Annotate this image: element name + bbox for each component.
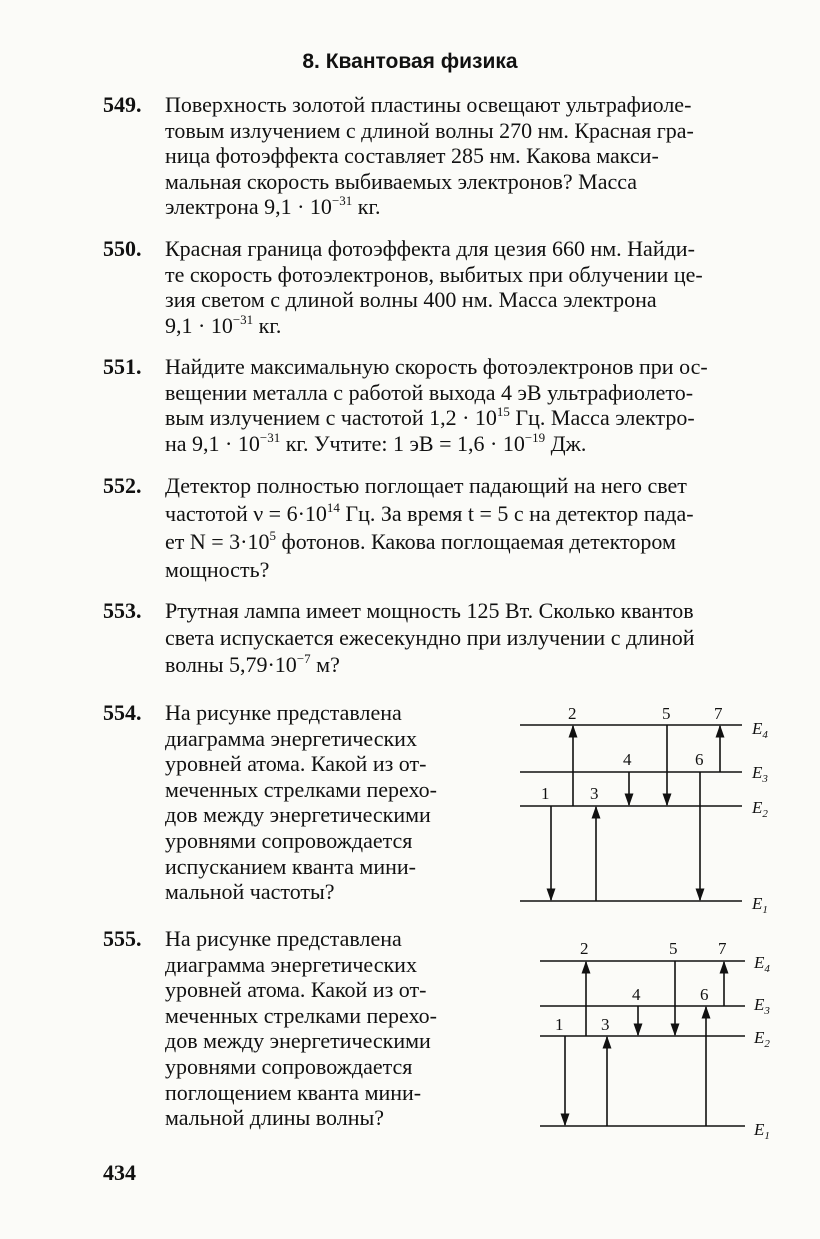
arrow-label-7: 7 (718, 939, 727, 958)
level-letter: E (754, 1028, 765, 1047)
arrow-label-3: 3 (601, 1015, 610, 1034)
page-number: 434 (103, 1160, 136, 1185)
level-label-e4 (753, 953, 770, 975)
text-line: испусканием кванта мини- (165, 853, 416, 879)
text-line: мощность? (165, 557, 270, 582)
problem-number: 555. (103, 926, 142, 951)
level-subscript: 4 (762, 729, 768, 741)
text-line: На рисунке представлена (165, 926, 402, 951)
text-segment: вым излучением с частотой 1,2 · 10 (165, 405, 497, 431)
arrow-label-1: 1 (555, 1015, 564, 1034)
text-segment: фотонов. Какова поглощаемая детектором (276, 529, 676, 554)
text-line (165, 500, 820, 528)
exponent: 5 (269, 528, 276, 543)
level-letter: E (754, 953, 765, 972)
level-label-e2 (753, 1028, 770, 1050)
problem-text (165, 926, 485, 1131)
level-label-e2 (751, 798, 768, 820)
problem-number: 550. (103, 236, 142, 261)
text-segment: Гц. Масса электро- (509, 405, 695, 431)
exponent: 15 (496, 404, 510, 420)
text-line (165, 528, 820, 556)
text-line: Найдите максимальную скорость фотоэлектронов при ос- (165, 354, 708, 379)
level-label-e1 (751, 894, 768, 916)
text-segment: 9,1 · 10 (165, 312, 233, 338)
text-line: уровнями сопровождается (165, 1053, 413, 1079)
arrow-label-1: 1 (541, 784, 550, 803)
problem-number: 554. (103, 700, 142, 725)
level-letter: E (752, 798, 763, 817)
arrow-label-5: 5 (669, 939, 678, 958)
text-line: меченных стрелками перехо- (165, 1002, 438, 1028)
text-line: те скорость фотоэлектронов, выбитых при облучении це- (165, 261, 703, 287)
text-line (165, 313, 820, 339)
exponent: −31 (331, 193, 353, 209)
problem-text (165, 472, 820, 584)
text-segment: кг. (352, 194, 381, 220)
level-subscript: 4 (764, 963, 770, 975)
problem-text (165, 92, 820, 220)
text-line: диаграмма энергетических (165, 725, 417, 751)
level-subscript: 1 (764, 1130, 770, 1142)
problem-text (165, 597, 820, 678)
level-letter: E (752, 763, 763, 782)
exponent: −31 (232, 311, 254, 327)
arrow-label-7: 7 (714, 704, 723, 723)
text-line: товым излучением с длиной волны 270 нм. Красная гра- (165, 117, 694, 143)
problem-number: 549. (103, 92, 142, 117)
problem-text (165, 354, 820, 456)
text-segment: м? (310, 652, 340, 677)
text-line: уровней атома. Какой из от- (165, 977, 427, 1003)
text-line: ница фотоэффекта составляет 285 нм. Какова макси- (165, 143, 659, 169)
exponent: −7 (296, 651, 311, 666)
problem-number: 552. (103, 473, 142, 498)
text-segment: волны 5,79·10 (165, 652, 297, 677)
text-line: мальной частоты? (165, 879, 335, 905)
text-segment: частотой ν = 6·10 (165, 501, 327, 526)
text-line: дов между энергетическими (165, 1028, 431, 1054)
text-line: Поверхность золотой пластины освещают ультрафиоле- (165, 92, 692, 117)
text-line: диаграмма энергетических (165, 951, 417, 977)
exponent: −19 (524, 429, 546, 445)
arrow-label-6: 6 (695, 750, 704, 769)
problem-text (165, 700, 485, 905)
arrow-label-2: 2 (568, 704, 577, 723)
text-segment: Гц. За время t = 5 с на детектор пада- (339, 501, 694, 526)
level-subscript: 3 (762, 773, 768, 785)
text-line: Ртутная лампа имеет мощность 125 Вт. Сколько квантов (165, 598, 694, 623)
text-line: зия светом с длиной волны 400 нм. Масса электрона (165, 287, 657, 313)
level-letter: E (754, 1120, 765, 1139)
text-line: поглощением кванта мини- (165, 1079, 422, 1105)
text-line: мальная скорость выбиваемых электронов? Масса (165, 168, 638, 194)
text-segment: Дж. (545, 430, 587, 456)
level-subscript: 2 (764, 1038, 770, 1050)
text-line: На рисунке представлена (165, 700, 402, 725)
arrow-label-3: 3 (590, 784, 599, 803)
text-segment: ет N = 3·10 (165, 529, 270, 554)
page-title: 8. Квантовая физика (302, 50, 518, 73)
problem-number: 551. (103, 354, 142, 379)
level-letter: E (752, 719, 763, 738)
text-line: Красная граница фотоэффекта для цезия 660 нм. Найди- (165, 236, 695, 261)
arrow-label-2: 2 (580, 939, 589, 958)
arrow-label-5: 5 (662, 704, 671, 723)
arrow-label-4: 4 (623, 750, 632, 769)
problem-number: 553. (103, 598, 142, 623)
text-segment: на 9,1 · 10 (165, 430, 260, 456)
energy-level-diagram-554 (520, 700, 790, 920)
arrow-label-6: 6 (700, 985, 709, 1004)
text-line: дов между энергетическими (165, 802, 431, 828)
problem-text (165, 236, 820, 338)
text-line (165, 194, 820, 220)
arrow-label-4: 4 (632, 985, 641, 1004)
text-segment: кг. Учтите: 1 эВ = 1,6 · 10 (280, 430, 525, 456)
text-line (165, 651, 820, 678)
level-letter: E (752, 894, 763, 913)
text-line (165, 405, 820, 431)
text-line (165, 431, 820, 457)
level-label-e3 (751, 763, 768, 785)
level-label-e4 (751, 719, 768, 741)
level-subscript: 2 (762, 808, 768, 820)
text-line: мальной длины волны? (165, 1105, 385, 1131)
level-letter: E (754, 995, 765, 1014)
level-label-e3 (753, 995, 770, 1017)
text-line: вещении металла с работой выхода 4 эВ ультрафиолето- (165, 379, 694, 405)
text-segment: кг. (253, 312, 282, 338)
level-label-e1 (753, 1120, 770, 1142)
exponent: 14 (326, 500, 340, 515)
exponent: −31 (259, 429, 281, 445)
level-subscript: 1 (762, 904, 768, 916)
level-subscript: 3 (764, 1005, 770, 1017)
text-segment: электрона 9,1 · 10 (165, 194, 332, 220)
text-line: света испускается ежесекундно при излучении с длиной (165, 625, 695, 650)
text-line: меченных стрелками перехо- (165, 776, 438, 802)
energy-level-diagram-555 (540, 932, 800, 1147)
text-line: уровнями сопровождается (165, 827, 413, 853)
text-line: Детектор полностью поглощает падающий на него свет (165, 473, 687, 498)
text-line: уровней атома. Какой из от- (165, 751, 427, 777)
